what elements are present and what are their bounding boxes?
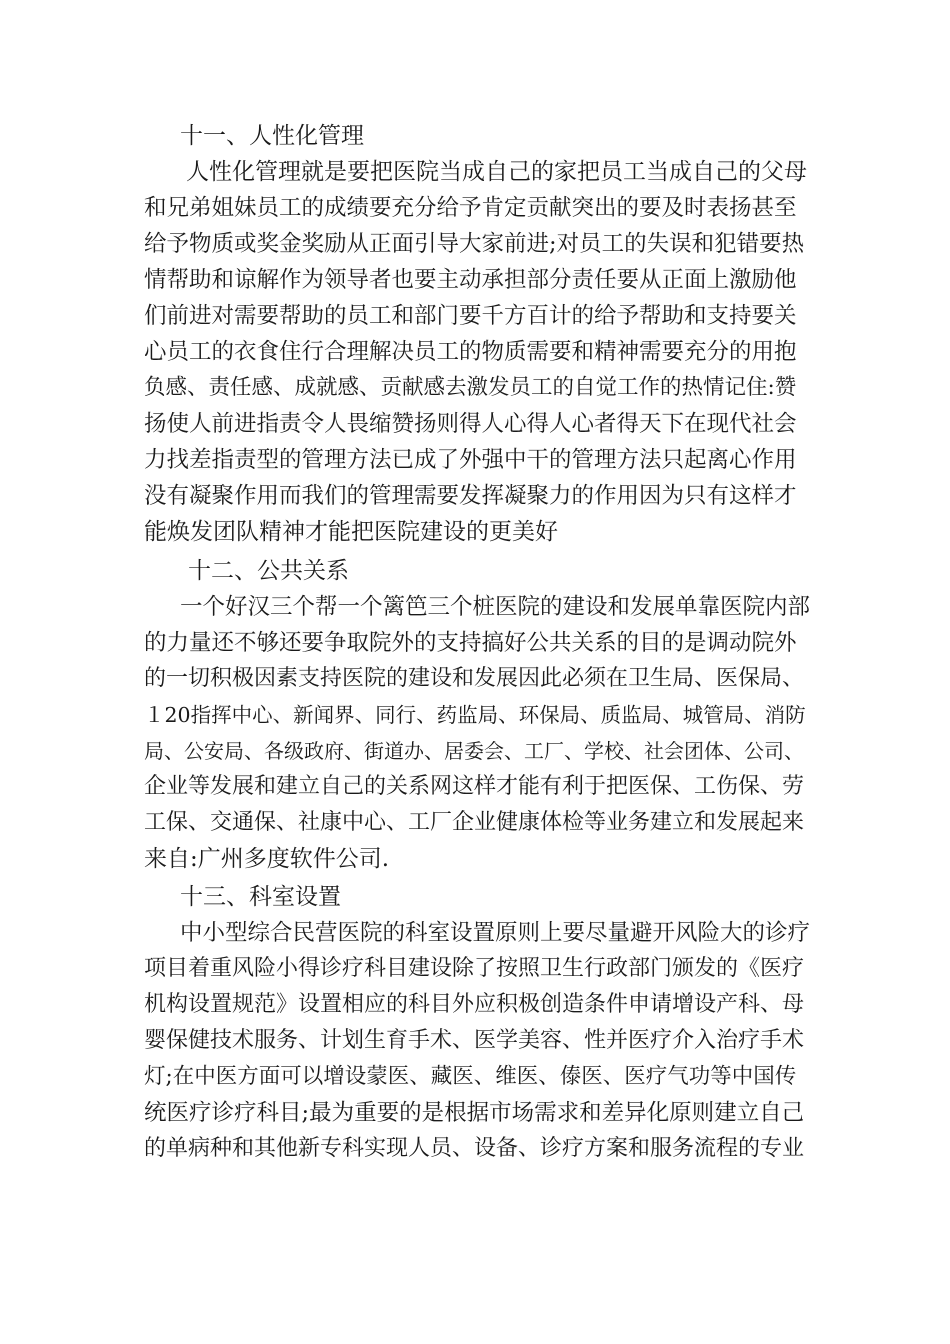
paragraph-line: 扬使人前进指责令人畏缩赞扬则得人心得人心者得天下在现代社会	[144, 411, 797, 437]
paragraph-line: １20指挥中心、新闻界、同行、药监局、环保局、质监局、城管局、消防	[144, 703, 806, 727]
paragraph-line: 项目着重风险小得诊疗科目建设除了按照卫生行政部门颁发的《医疗	[144, 956, 805, 981]
paragraph-line: 给予物质或奖金奖励从正面引导大家前进;对员工的失误和犯错要热	[144, 231, 805, 257]
paragraph-line: 人性化管理就是要把医院当成自己的家把员工当成自己的父母	[186, 159, 807, 185]
paragraph-line: 婴保健技术服务、计划生育手术、医学美容、性并医疗介入治疗手术	[144, 1028, 805, 1053]
paragraph-line: 的单病种和其他新专科实现人员、设备、诊疗方案和服务流程的专业	[144, 1136, 805, 1161]
paragraph-line: 灯;在中医方面可以增设蒙医、藏医、维医、傣医、医疗气功等中国传	[144, 1064, 797, 1089]
paragraph-line: 企业等发展和建立自己的关系网这样才能有利于把医保、工伤保、劳	[144, 774, 805, 799]
paragraph-line: 工保、交通保、社康中心、工厂企业健康体检等业务建立和发展起来	[144, 810, 805, 835]
paragraph-line: 统医疗诊疗科目;最为重要的是根据市场需求和差异化原则建立自己	[144, 1100, 805, 1126]
section-heading: 十二、公共关系	[188, 558, 349, 584]
paragraph-line: 机构设置规范》设置相应的科目外应积极创造条件申请增设产科、母	[144, 992, 805, 1017]
paragraph-line: 力找差指责型的管理方法已成了外强中干的管理方法只起离心作用	[144, 447, 797, 473]
paragraph-line: 没有凝聚作用而我们的管理需要发挥凝聚力的作用因为只有这样才	[144, 483, 797, 509]
paragraph-line: 来自:广州多度软件公司.	[144, 846, 390, 872]
paragraph-line: 和兄弟姐妹员工的成绩要充分给予肯定贡献突出的要及时表扬甚至	[144, 195, 797, 221]
paragraph-line: 中小型综合民营医院的科室设置原则上要尽量避开风险大的诊疗	[180, 920, 811, 946]
paragraph-line: 一个好汉三个帮一个篱笆三个桩医院的建设和发展单靠医院内部	[180, 594, 811, 620]
paragraph-line: 的力量还不够还要争取院外的支持搞好公共关系的目的是调动院外	[144, 630, 797, 656]
paragraph-line: 的一切积极因素支持医院的建设和发展因此必须在卫生局、医保局、	[144, 666, 805, 691]
paragraph-line: 局、公安局、各级政府、街道办、居委会、工厂、学校、社会团体、公司、	[144, 739, 804, 763]
section-heading: 十三、科室设置	[180, 884, 341, 910]
paragraph-line: 情帮助和谅解作为领导者也要主动承担部分责任要从正面上激励他	[144, 267, 797, 293]
paragraph-line: 心员工的衣食住行合理解决员工的物质需要和精神需要充分的用抱	[144, 339, 797, 365]
paragraph-line: 负感、责任感、成就感、贡献感去激发员工的自觉工作的热情记住:赞	[144, 375, 797, 400]
paragraph-line: 能焕发团队精神才能把医院建设的更美好	[144, 519, 558, 545]
section-heading: 十一、人性化管理	[180, 123, 364, 149]
paragraph-line: 们前进对需要帮助的员工和部门要千方百计的给予帮助和支持要关	[144, 303, 797, 329]
